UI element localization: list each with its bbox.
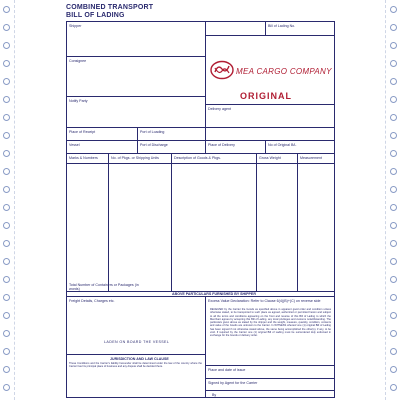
feed-hole (3, 240, 10, 247)
feed-hole (3, 276, 10, 283)
feed-hole (390, 276, 397, 283)
feed-hole (390, 294, 397, 301)
feed-hole (390, 312, 397, 319)
document-title-line2: BILL OF LADING (66, 12, 125, 19)
label-no-pkgs: No. of Pkgs. or Shipping Units (111, 156, 159, 160)
feed-hole (390, 168, 397, 175)
label-measurement: Measurement (300, 156, 322, 160)
company-logo-icon (210, 60, 234, 80)
label-by: By (212, 393, 217, 397)
divider-weight (297, 153, 298, 291)
feed-hole (3, 366, 10, 373)
feed-hole (3, 96, 10, 103)
divider-original (265, 140, 266, 153)
jurisdiction-text: These Conditions and the Carrier's liability hereunder shall be determined under the law of the country where the Carrier has his principal place of business and any dispute shall be decided there. (69, 362, 202, 369)
divider-marks (108, 153, 109, 291)
feed-hole (3, 24, 10, 31)
label-gross-weight: Gross Weight (259, 156, 281, 160)
feed-hole (3, 168, 10, 175)
feed-hole (390, 204, 397, 211)
feed-hole (390, 78, 397, 85)
feed-hole (390, 348, 397, 355)
divider-desc (256, 153, 257, 291)
divider-main (205, 21, 206, 153)
label-consignee: Consignee (69, 59, 87, 63)
label-no-original-bl: No of Original B/L (268, 143, 297, 147)
label-port-discharge: Port of Discharge (140, 143, 168, 147)
rule-shipper (66, 56, 205, 57)
rule-laden (66, 354, 205, 355)
feed-hole (390, 6, 397, 13)
feed-hole (390, 132, 397, 139)
feed-hole (3, 132, 10, 139)
rule-issue (205, 365, 335, 366)
label-notify-party: Notify Party (69, 99, 88, 103)
divider-blno (265, 21, 266, 35)
rule-cargo-header (66, 163, 335, 164)
divider-pkgs (171, 153, 172, 291)
label-jurisdiction: JURISDICTION AND LAW CLAUSE (110, 357, 169, 361)
rule-notify (66, 127, 335, 128)
feed-hole (3, 6, 10, 13)
feed-hole (390, 114, 397, 121)
feed-hole (3, 204, 10, 211)
rule-vessel (66, 153, 335, 154)
feed-hole (3, 42, 10, 49)
feed-hole (3, 114, 10, 121)
feed-hole (390, 186, 397, 193)
label-place-date-issue: Place and date of issue (208, 368, 246, 372)
label-vessel: Vessel (69, 143, 80, 147)
label-shipper: Shipper (69, 24, 82, 28)
feed-hole (390, 96, 397, 103)
feed-hole (3, 78, 10, 85)
feed-hole (3, 348, 10, 355)
label-total-containers: Total Number of Containers or Packages (in words) (69, 283, 139, 291)
feed-hole (3, 258, 10, 265)
label-laden-on-board: LADEN ON BOARD THE VESSEL (104, 340, 170, 344)
feed-hole (3, 222, 10, 229)
label-place-delivery: Place of Delivery (208, 143, 235, 147)
label-bl-no: Bill of Lading No. (268, 24, 296, 28)
feed-hole (390, 240, 397, 247)
feed-hole (390, 222, 397, 229)
label-marks-numbers: Marks & Numbers (69, 156, 98, 160)
rule-particulars (66, 296, 335, 297)
feed-hole (390, 42, 397, 49)
feed-hole (390, 384, 397, 391)
divider-port (137, 127, 138, 153)
divider-bottom (205, 296, 206, 398)
label-place-receipt: Place of Receipt (69, 130, 96, 134)
feed-hole (390, 150, 397, 157)
rule-consignee (66, 96, 205, 97)
label-signed-for: Signed by Agent for the Carrier (208, 381, 258, 385)
feed-hole (390, 366, 397, 373)
rule-logo (205, 104, 335, 105)
feed-hole (390, 330, 397, 337)
feed-hole (3, 60, 10, 67)
rule-receipt (66, 140, 335, 141)
rule-signed (205, 378, 335, 379)
feed-hole (390, 60, 397, 67)
label-particulars: ABOVE PARTICULARS FURNISHED BY SHIPPER (172, 292, 256, 296)
label-freight-details: Freight Details, Charges etc. (69, 299, 115, 303)
feed-hole (3, 294, 10, 301)
original-stamp: ORIGINAL (240, 91, 292, 101)
label-excess-value: Excess Value Declaration: Refer to Clause 6(4)(B)+(C) on reverse side (208, 299, 321, 303)
feed-hole (3, 312, 10, 319)
label-description: Description of Goods & Pkgs. (174, 156, 221, 160)
feed-hole (390, 24, 397, 31)
rule-by (205, 390, 335, 391)
label-port-loading: Port of Loading (140, 130, 165, 134)
feed-hole (390, 258, 397, 265)
company-name: MEA CARGO COMPANY (236, 67, 332, 76)
feed-hole (3, 384, 10, 391)
label-delivery-agent: Delivery agent (208, 107, 231, 111)
terms-text: RECEIVED by the Carrier the Goods as specified above in apparent good order and condition unless otherwise stated, to be transported to such place as agreed, authorized or permitted herein and subject to all the terms and conditions appearing on the front and reverse of this Bill of Lading to which the Merchant agrees by accepting this Bill of Lading, any local privileges and customs notwithstanding. The particulars given above as stated by the shipper and the weight, measure, quantity, condition, contents and value of the Goods are unknown to the Carrier. In WITNESS whereof one (1) original Bill of Lading has been signed if not otherwise stated above, the same being accomplished the other(s), if any, to be void. If required by the Carrier one (1) original Bill of Lading must be surrendered duly endorsed in exchange for the Goods or delivery order. (210, 308, 331, 338)
rule-blno (205, 35, 335, 36)
feed-hole (3, 150, 10, 157)
document-title-line1: COMBINED TRANSPORT (66, 4, 154, 11)
feed-hole (3, 330, 10, 337)
feed-hole (3, 186, 10, 193)
